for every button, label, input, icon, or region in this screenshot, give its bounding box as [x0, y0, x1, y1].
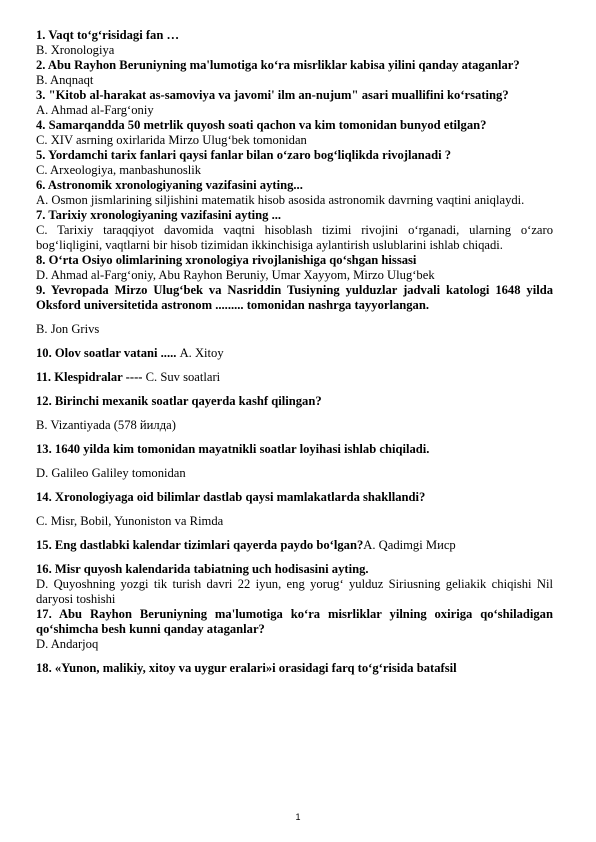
question-11: [36, 370, 553, 385]
question-4: 4. Samarqandda 50 metrlik quyosh soati qachon va kim tomonidan bunyod etilgan?: [36, 118, 487, 132]
answer-15: A. Qadimgi Миср: [363, 538, 456, 552]
question-13: 13. 1640 yilda kim tomonidan mayatnikli soatlar loyihasi ishlab chiqiladi.: [36, 442, 430, 456]
question-6: 6. Astronomik xronologiyaning vazifasini ayting...: [36, 178, 303, 192]
answer-7: C. Tarixiy taraqqiyot davomida vaqtni hisoblash tizimi rivojini o‘rganadi, ularning o‘zaro bog‘liqligini, vaqtlarni bir hisob tizimidan ikkinchisiga aylantirish uslublarini ishlab chiqadi.: [36, 223, 553, 252]
question-9: 9. Yevropada Mirzo Ulug‘bek va Nasriddin Tusiyning yulduzlar jadvali katologi 1648 yilda Oksford universitetida astronom ......... tomonidan nashrga tayyorlangan.: [36, 283, 553, 312]
question-12: 12. Birinchi mexanik soatlar qayerda kashf qilingan?: [36, 394, 322, 408]
answer-1: B. Xronologiya: [36, 43, 115, 57]
question-17: 17. Abu Rayhon Beruniyning ma'lumotiga ko‘ra misrliklar yilning oxiriga qo‘shiladigan qo‘shimcha besh kunni qanday ataganlar?: [36, 607, 553, 636]
answer-5: C. Arxeologiya, manbashunoslik: [36, 163, 202, 177]
question-18: 18. «Yunon, malikiy, xitoy va uygur eralari»i orasidagi farq to‘g‘risida batafsil: [36, 661, 457, 675]
answer-12: B. Vizantiyada (578 йилда): [36, 418, 176, 432]
answer-4: C. XIV asrning oxirlarida Mirzo Ulug‘bek tomonidan: [36, 133, 307, 147]
answer-3: A. Ahmad al-Farg‘oniy: [36, 103, 154, 117]
question-10-text: 10. Olov soatlar vatani .....: [36, 346, 177, 360]
answer-16: D. Quyoshning yozgi tik turish davri 22 iyun, eng yorug‘ yulduz Siriusning geliakik chiqishi Nil daryosi toshishi: [36, 577, 553, 606]
answer-17: D. Andarjoq: [36, 637, 99, 651]
answer-8: D. Ahmad al-Farg‘oniy, Abu Rayhon Beruniy, Umar Xayyom, Mirzo Ulug‘bek: [36, 268, 435, 282]
answer-9: B. Jon Grivs: [36, 322, 100, 336]
answer-14: C. Misr, Bobil, Yunoniston va Rimda: [36, 514, 224, 528]
answer-13: D. Galileo Galiley tomonidan: [36, 466, 186, 480]
question-11-text: 11. Klespidralar ----: [36, 370, 143, 384]
document-page: [36, 28, 553, 676]
question-16: 16. Misr quyosh kalendarida tabiatning uch hodisasini ayting.: [36, 562, 369, 576]
answer-10: A. Xitoy: [179, 346, 224, 360]
question-15: [36, 538, 553, 553]
question-15-text: 15. Eng dastlabki kalendar tizimlari qayerda paydo bo‘lgan?: [36, 538, 364, 552]
question-8: 8. O‘rta Osiyo olimlarining xronologiya rivojlanishiga qo‘shgan hissasi: [36, 253, 417, 267]
question-2: 2. Abu Rayhon Beruniyning ma'lumotiga ko‘ra misrliklar kabisa yilini qanday ataganlar?: [36, 58, 520, 72]
question-3: 3. "Kitob al-harakat as-samoviya va javomi' ilm an-nujum" asari muallifini ko‘rsating?: [36, 88, 509, 102]
answer-2: B. Anqnaqt: [36, 73, 94, 87]
question-14: 14. Xronologiyaga oid bilimlar dastlab qaysi mamlakatlarda shakllandi?: [36, 490, 426, 504]
question-5: 5. Yordamchi tarix fanlari qaysi fanlar bilan o‘zaro bog‘liqlikda rivojlanadi ?: [36, 148, 452, 162]
answer-6: A. Osmon jismlarining siljishini matematik hisob asosida astronomik davrning vaqtini aniqlaydi.: [36, 193, 525, 207]
page-number: 1: [295, 812, 301, 822]
answer-11: C. Suv soatlari: [145, 370, 221, 384]
question-7: 7. Tarixiy xronologiyaning vazifasini ayting ...: [36, 208, 282, 222]
question-10: [36, 346, 553, 361]
question-1: 1. Vaqt to‘g‘risidagi fan …: [36, 28, 180, 42]
